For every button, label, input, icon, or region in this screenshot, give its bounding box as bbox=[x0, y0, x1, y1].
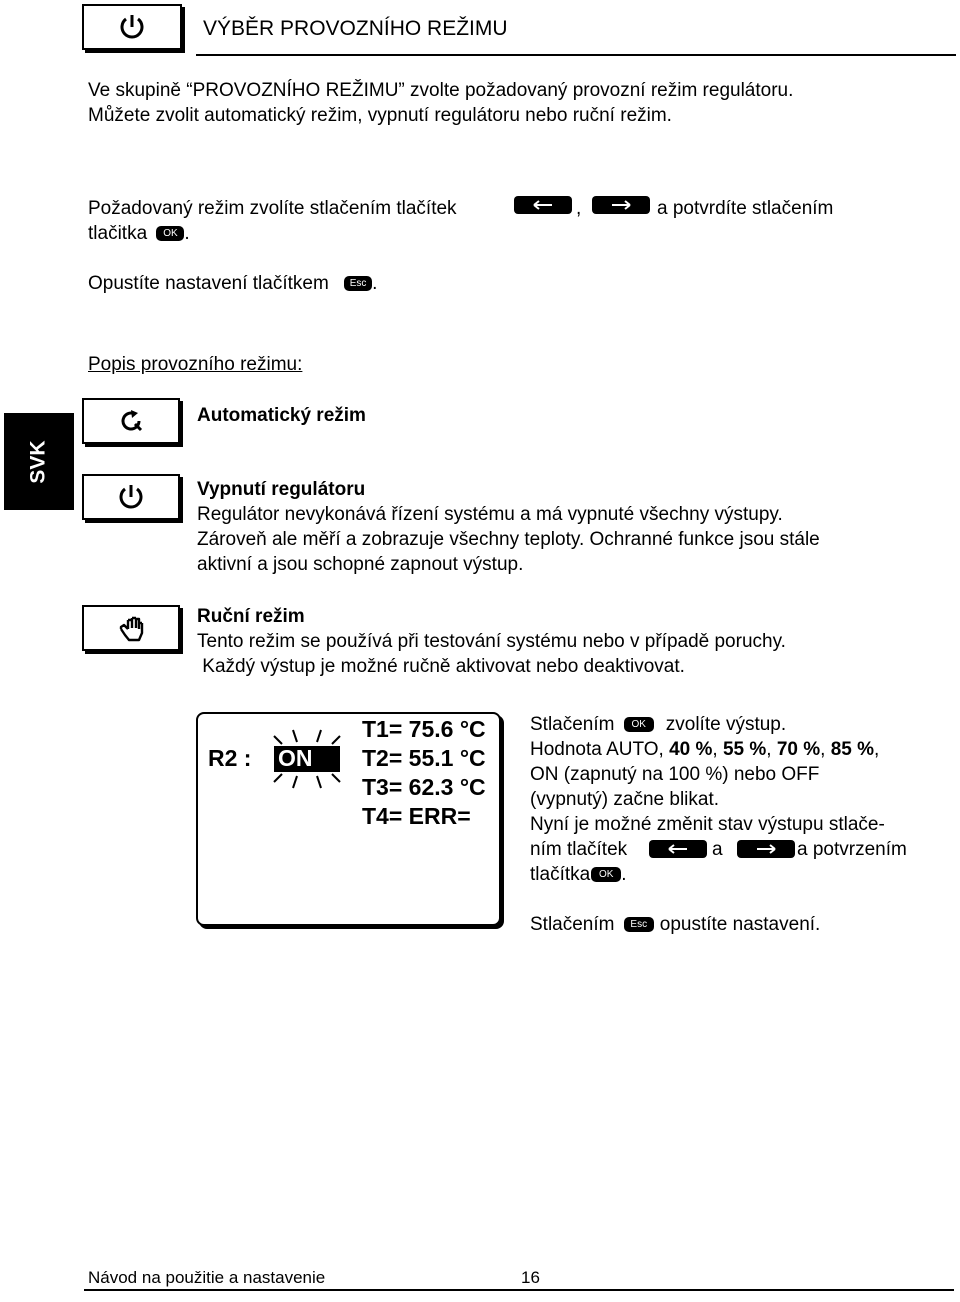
lcd-temp-t3: T3= 62.3 °C bbox=[362, 774, 486, 800]
mode-title-manual: Ruční režim bbox=[197, 606, 305, 627]
manual-desc-confirm: a potvrzením bbox=[797, 839, 907, 860]
lcd-temp-t2: T2= 55.1 °C bbox=[362, 745, 486, 771]
separator: , bbox=[766, 739, 777, 760]
mode-desc-line: Regulátor nevykonává řízení systému a má vypnuté všechny výstupy. bbox=[197, 504, 783, 525]
desc-text: Stlačením bbox=[530, 714, 615, 735]
arrow-right-icon bbox=[610, 199, 632, 211]
footer-text: Návod na použitie a nastavenie bbox=[88, 1268, 326, 1287]
desc-text: Hodnota bbox=[530, 739, 607, 760]
off-icon-box bbox=[82, 474, 180, 520]
header-rule bbox=[196, 54, 956, 56]
power-icon bbox=[117, 483, 145, 511]
value-off: OFF bbox=[781, 764, 820, 785]
selection-text: tlačitka bbox=[88, 223, 148, 244]
header-icon-box bbox=[82, 4, 182, 50]
desc-text: . bbox=[621, 864, 627, 885]
value-70: 70 % bbox=[776, 739, 821, 760]
selection-line-2 bbox=[88, 221, 190, 246]
manual-desc-line-6: ním tlačítek bbox=[530, 839, 628, 860]
mode-desc-line: Každý výstup je možné ručně aktivovat nebo deaktivovat. bbox=[197, 656, 685, 677]
manual-desc-line-7 bbox=[530, 862, 626, 887]
lcd-display bbox=[196, 712, 501, 926]
intro-text: Ve skupině bbox=[88, 80, 187, 101]
ok-key: OK bbox=[624, 717, 654, 732]
left-arrow-key bbox=[649, 840, 707, 858]
lcd-temp-t1: T1= 75.6 °C bbox=[362, 716, 486, 742]
arrow-right-icon bbox=[755, 843, 777, 855]
power-icon bbox=[118, 13, 146, 41]
selection-period: . bbox=[184, 223, 190, 244]
desc-text: opustíte nastavení. bbox=[659, 914, 821, 935]
separator: , bbox=[658, 739, 670, 760]
esc-key: Esc bbox=[344, 276, 372, 291]
value-auto: AUTO bbox=[606, 739, 659, 760]
ok-key: OK bbox=[156, 226, 184, 241]
right-arrow-key bbox=[737, 840, 795, 858]
ok-key: OK bbox=[591, 867, 621, 882]
intro-line-2: Můžete zvolit automatický režim, vypnutí regulátoru nebo ruční režim. bbox=[88, 105, 672, 126]
mode-title-auto: Automatický režim bbox=[197, 405, 366, 426]
modes-heading: Popis provozního režimu: bbox=[88, 354, 303, 375]
exit-period: . bbox=[372, 273, 378, 294]
mode-title-off: Vypnutí regulátoru bbox=[197, 479, 366, 500]
page-number: 16 bbox=[521, 1268, 540, 1287]
right-arrow-key bbox=[592, 196, 650, 214]
intro-line-1 bbox=[88, 78, 793, 103]
side-tab bbox=[4, 413, 74, 510]
exit-text: Opustíte nastavení tlačítkem bbox=[88, 273, 329, 294]
manual-desc-line-8 bbox=[530, 912, 820, 937]
manual-icon-box bbox=[82, 605, 180, 651]
manual-desc-line-2 bbox=[530, 737, 879, 762]
value-85: 85 % bbox=[830, 739, 875, 760]
value-40: 40 % bbox=[669, 739, 713, 760]
separator: , bbox=[712, 739, 723, 760]
value-55: 55 % bbox=[722, 739, 767, 760]
footer-rule bbox=[84, 1289, 954, 1291]
selection-line-1 bbox=[88, 196, 457, 221]
exit-line bbox=[88, 271, 377, 296]
mode-desc-line: aktivní a jsou schopné zapnout výstup. bbox=[197, 554, 524, 575]
desc-text: Stlačením bbox=[530, 914, 615, 935]
mode-desc-line: Zároveň ale měří a zobrazuje všechny teploty. Ochranné funkce jsou stále bbox=[197, 529, 820, 550]
page-title: VÝBĚR PROVOZNÍHO REŽIMU bbox=[203, 17, 508, 40]
lcd-relay-label: R2 : bbox=[208, 745, 252, 771]
desc-text: tlačítka bbox=[530, 864, 591, 885]
side-tab-label: SVK bbox=[27, 439, 50, 484]
manual-desc-line-3 bbox=[530, 762, 819, 787]
esc-key: Esc bbox=[624, 917, 654, 932]
lcd-output-state: ON bbox=[278, 745, 313, 771]
separator: , bbox=[874, 739, 880, 760]
lcd-temp-t4: T4= ERR= bbox=[362, 803, 471, 829]
value-on: ON bbox=[530, 764, 559, 785]
left-arrow-key bbox=[514, 196, 572, 214]
desc-text: zvolíte výstup. bbox=[665, 714, 787, 735]
selection-comma: , bbox=[576, 198, 582, 219]
mode-desc-line: Tento režim se používá při testování systému nebo v případě poruchy. bbox=[197, 631, 786, 652]
intro-text: zvolte požadovaný provozní režim regulátoru. bbox=[404, 80, 794, 101]
manual-desc-line-4: (vypnutý) začne blikat. bbox=[530, 789, 720, 810]
manual-desc-and: a bbox=[712, 839, 723, 860]
selection-text: Požadovaný režim zvolíte stlačením tlačítek bbox=[88, 198, 457, 219]
auto-icon bbox=[117, 407, 145, 435]
arrow-left-icon bbox=[532, 199, 554, 211]
separator: , bbox=[820, 739, 831, 760]
selection-confirm: a potvrdíte stlačením bbox=[657, 198, 834, 219]
manual-desc-line-1 bbox=[530, 712, 786, 737]
intro-group-name: “PROVOZNÍHO REŽIMU” bbox=[186, 80, 405, 101]
auto-icon-box bbox=[82, 398, 180, 444]
manual-desc-line-5: Nyní je možné změnit stav výstupu stlače- bbox=[530, 814, 885, 835]
desc-text: (zapnutý na 100 %) nebo bbox=[558, 764, 782, 785]
hand-icon bbox=[115, 613, 147, 643]
arrow-left-icon bbox=[667, 843, 689, 855]
